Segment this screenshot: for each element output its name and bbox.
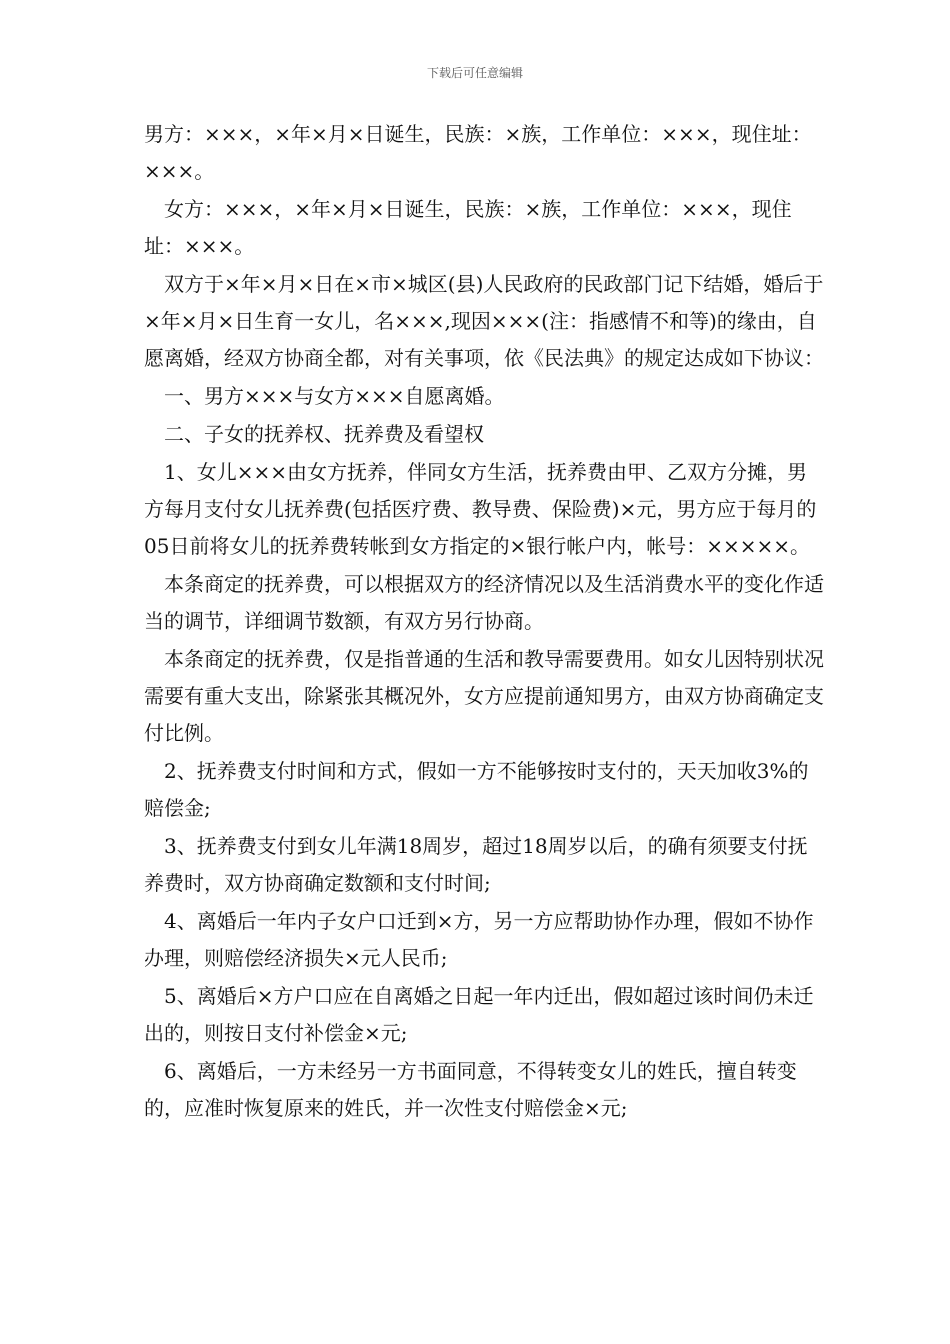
clause-2-note-2: 本条商定的抚养费，仅是指普通的生活和教导需要费用。如女儿因特别状况需要有重大支出，除紧张其概况外，女方应提前通知男方，由双方协商确定支付比例。 — [144, 647, 824, 745]
clause-2-item-4: 4、离婚后一年内子女户口迁到×方，另一方应帮助协作办理，假如不协作办理，则赔偿经济损失×元人民币; — [144, 909, 814, 970]
clause-2-item-6: 6、离婚后，一方未经另一方书面同意，不得转变女儿的姓氏，擅自转变的，应准时恢复原来的姓氏，并一次性支付赔偿金×元; — [144, 1059, 797, 1120]
clause-2-heading: 二、子女的抚养权、抚养费及看望权 — [144, 422, 484, 446]
page-header: 下载后可任意编辑 — [426, 66, 523, 80]
paragraph-female-party: 女方：×××，×年×月×日诞生，民族：×族，工作单位：×××，现住址：×××。 — [144, 197, 792, 258]
clause-1: 一、男方×××与女方×××自愿离婚。 — [144, 384, 505, 408]
paragraph-male-party: 男方：×××，×年×月×日诞生，民族：×族，工作单位：×××，现住址：×××。 — [144, 122, 812, 183]
clause-2-item-3: 3、抚养费支付到女儿年满18周岁，超过18周岁以后，的确有须要支付抚养费时，双方协商确定数额和支付时间; — [144, 834, 808, 895]
clause-2-item-5: 5、离婚后×方户口应在自离婚之日起一年内迁出，假如超过该时间仍未迁出的，则按日支付补偿金×元; — [144, 984, 814, 1045]
clause-2-note-1: 本条商定的抚养费，可以根据双方的经济情况以及生活消费水平的变化作适当的调节，详细调节数额，有双方另行协商。 — [144, 572, 824, 633]
clause-2-item-2: 2、抚养费支付时间和方式，假如一方不能够按时支付的，天天加收3%的赔偿金; — [144, 759, 809, 820]
clause-2-item-1: 1、女儿×××由女方抚养，伴同女方生活，抚养费由甲、乙双方分摊，男方每月支付女儿抚养费(包括医疗费、教导费、保险费)×元，男方应于每月的05日前将女儿的抚养费转帐到女方指定的×银行帐户内，帐号：×××××。 — [144, 460, 817, 558]
paragraph-background: 双方于×年×月×日在×市×城区(县)人民政府的民政部门记下结婚，婚后于×年×月×日生育一女儿，名×××,现因×××(注：指感情不和等)的缘由，自愿离婚，经双方协商全都，对有关事项，依《民法典》的规定达成如下协议： — [144, 272, 824, 370]
document-body — [144, 116, 824, 1127]
